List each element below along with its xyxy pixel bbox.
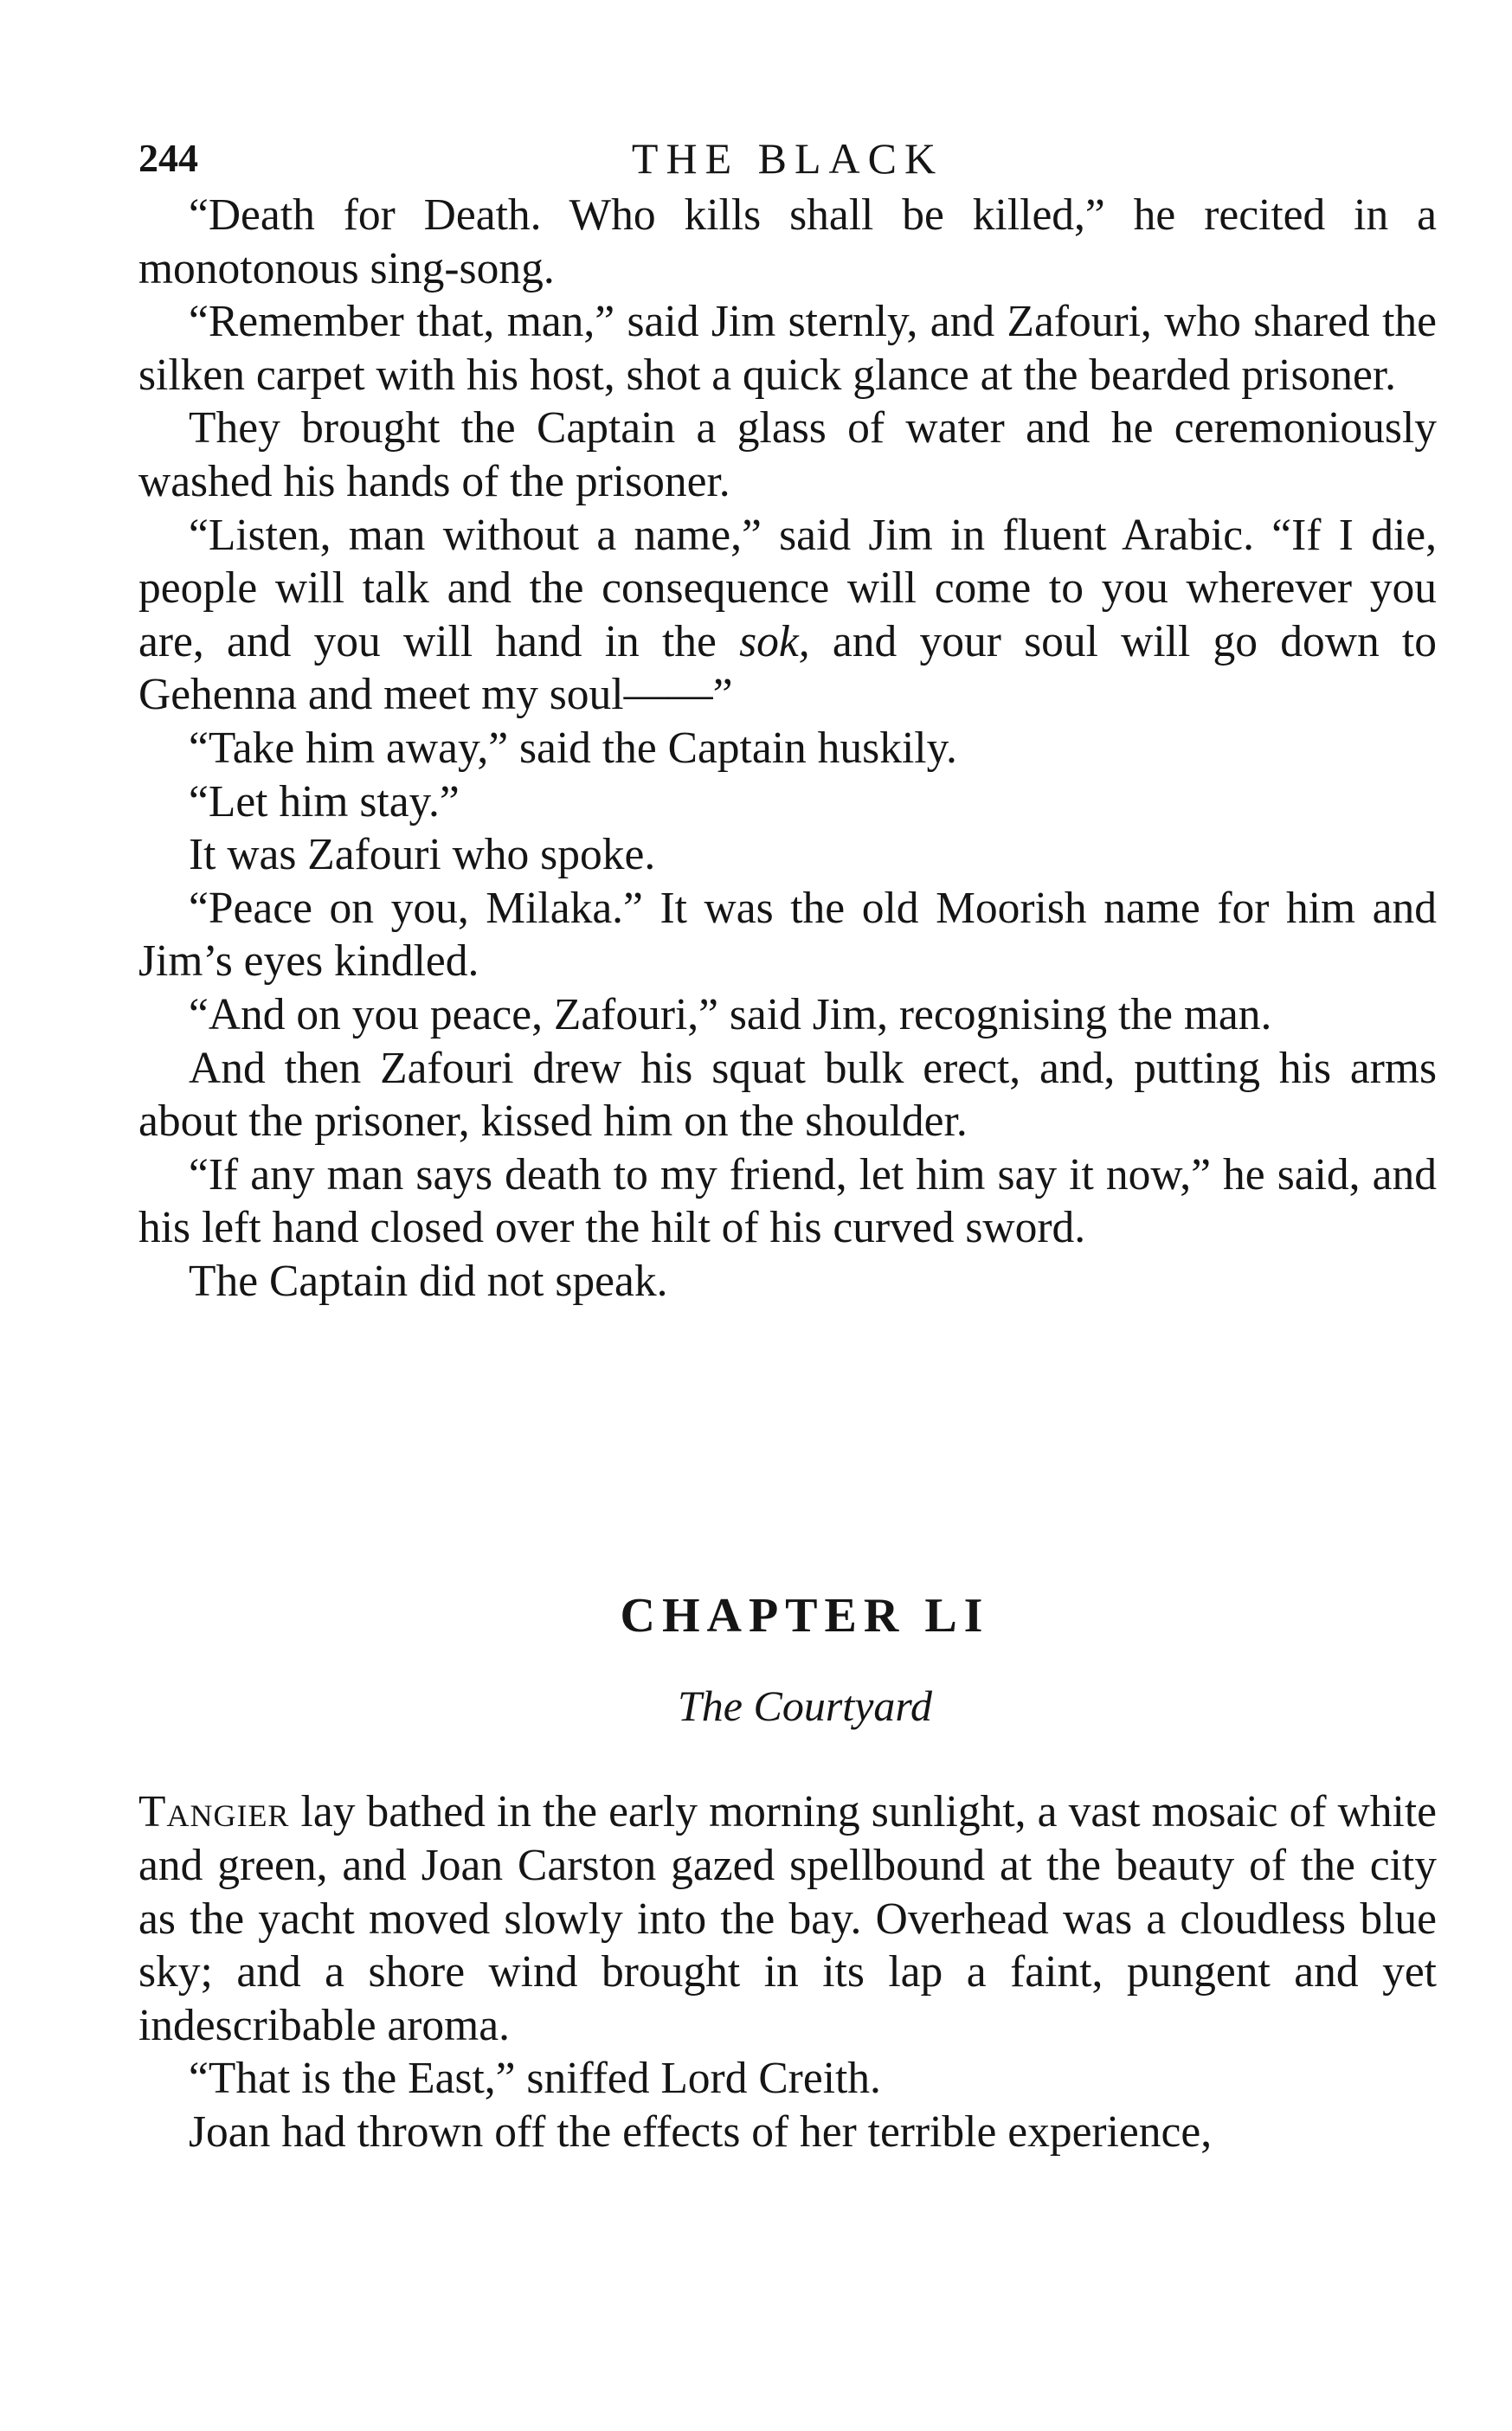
paragraph: They brought the Captain a glass of water and he ceremoniously washed his hands of the prisoner. xyxy=(138,403,1437,506)
paragraph: “Remember that, man,” said Jim sternly, and Zafouri, who shared the silken carpet with his host, shot a quick glance at the bearded prisoner. xyxy=(138,297,1437,400)
chapter-opening-paragraph xyxy=(138,1785,1437,2052)
paragraph: It was Zafouri who spoke. xyxy=(189,830,656,880)
lead-word: Tangier xyxy=(138,1787,290,1837)
paragraph-text: and your soul will go down to Gehenna and meet my soul——” xyxy=(138,616,1437,720)
paragraph: “Peace on you, Milaka.” It was the old Moorish name for him and Jim’s eyes kindled. xyxy=(138,883,1437,987)
paragraph: “And on you peace, Zafouri,” said Jim, recognising the man. xyxy=(189,989,1272,1039)
chapter-text xyxy=(138,1785,1437,2158)
paragraph xyxy=(138,509,1437,722)
paragraph: “Let him stay.” xyxy=(189,776,460,826)
paragraph-text: “Listen, man without a name,” said Jim in fluent Arabic. “If I die, people will talk and the consequence will come to you wherever you are, and you will hand in the xyxy=(138,510,1437,666)
paragraph-text: lay bathed in the early morning sunlight, a vast mosaic of white and green, and Joan Carston gazed spellbound at the beauty of the city as the yacht moved slowly into the bay. Overhead was a cloudless blue sky; and a shore wind brought in its lap a faint, pungent and yet indescribable aroma. xyxy=(138,1787,1437,2050)
book-page xyxy=(138,128,1437,2159)
paragraph: “Death for Death. Who kills shall be killed,” he recited in a monotonous sing-song. xyxy=(138,190,1437,293)
chapter-subtitle: The Courtyard xyxy=(678,1682,932,1731)
paragraph: Joan had thrown off the effects of her terrible experience, xyxy=(189,2107,1213,2158)
paragraph: “Take him away,” said the Captain huskily. xyxy=(189,723,957,773)
paragraph: The Captain did not speak. xyxy=(189,1256,668,1306)
running-head xyxy=(138,128,1437,189)
body-text xyxy=(138,189,1437,1308)
paragraph: And then Zafouri drew his squat bulk erect, and, putting his arms about the prisoner, kissed him on the shoulder. xyxy=(138,1043,1437,1147)
chapter-title: CHAPTER LI xyxy=(620,1589,990,1643)
paragraph: “That is the East,” sniffed Lord Creith. xyxy=(189,2054,881,2104)
italic-word: sok, xyxy=(739,616,810,666)
page-number: 244 xyxy=(138,136,198,180)
running-title: THE BLACK xyxy=(631,134,944,183)
paragraph: “If any man says death to my friend, let him say it now,” he said, and his left hand closed over the hilt of his curved sword. xyxy=(138,1149,1437,1253)
chapter-spacer xyxy=(138,1308,1437,1581)
